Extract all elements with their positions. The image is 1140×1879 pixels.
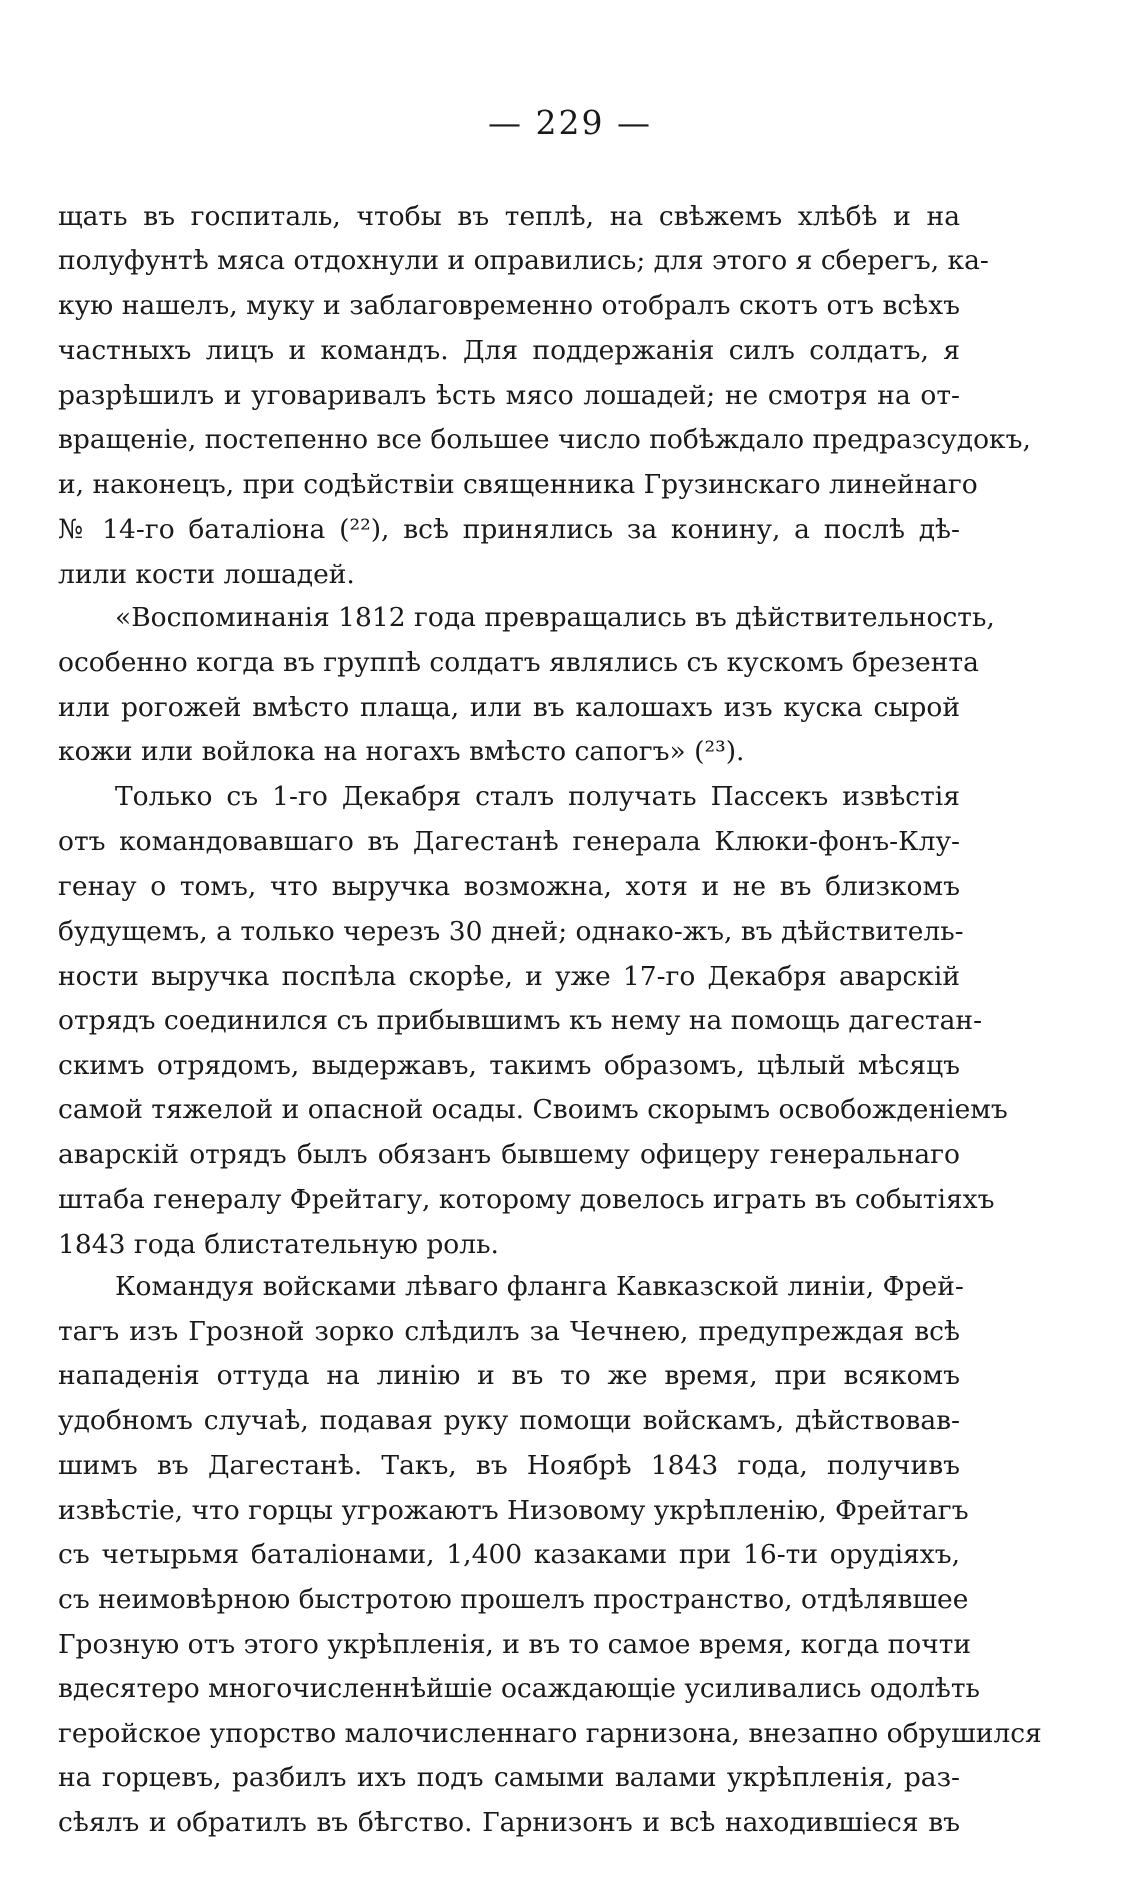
text-line: частныхъ лицъ и командъ. Для поддержанія силъ солдатъ, я — [58, 335, 960, 366]
text-line: отрядъ соединился съ прибывшимъ къ нему на помощь дагестан- — [58, 1005, 983, 1036]
text-line: Грозную отъ этого укрѣпленія, и въ то самое время, когда почти — [58, 1629, 972, 1660]
text-line: разрѣшилъ и уговаривалъ ѣсть мясо лошадей; не смотря на от- — [58, 380, 960, 411]
text-line: № 14-го баталіона (²²), всѣ принялись за конину, а послѣ дѣ- — [58, 514, 960, 545]
text-line: Командуя войсками лѣваго фланга Кавказской линіи, Фрей- — [115, 1271, 964, 1302]
text-line: «Воспоминанія 1812 года превращались въ дѣйствительность, — [115, 602, 995, 633]
text-line: полуфунтѣ мяса отдохнули и оправились; для этого я сберегъ, ка- — [58, 245, 989, 276]
text-line: скимъ отрядомъ, выдержавъ, такимъ образомъ, цѣлый мѣсяцъ — [58, 1050, 960, 1081]
text-line: отъ командовавшаго въ Дагестанѣ генерала Клюки-фонъ-Клу- — [58, 826, 960, 857]
text-line: особенно когда въ группѣ солдатъ являлись съ кускомъ брезента — [58, 647, 979, 678]
text-line: лили кости лошадей. — [58, 559, 355, 590]
text-line: извѣстіе, что горцы угрожаютъ Низовому укрѣпленію, Фрейтагъ — [58, 1495, 969, 1526]
text-line: кожи или войлока на ногахъ вмѣсто сапогъ» (²³). — [58, 736, 745, 767]
text-line: ности выручка поспѣла скорѣе, и уже 17-го Декабря аварскій — [58, 961, 960, 992]
text-line: удобномъ случаѣ, подавая руку помощи войскамъ, дѣйствовав- — [58, 1405, 960, 1436]
text-line: кую нашелъ, муку и заблаговременно отобралъ скотъ отъ всѣхъ — [58, 290, 960, 321]
text-line: на горцевъ, разбилъ ихъ подъ самыми валами укрѣпленія, раз- — [58, 1762, 960, 1793]
text-line: съ неимовѣрною быстротою прошелъ пространство, отдѣлявшее — [58, 1584, 969, 1615]
text-line: и, наконецъ, при содѣйствіи священника Грузинскаго линейнаго — [58, 469, 978, 500]
text-line: генау о томъ, что выручка возможна, хотя и не въ близкомъ — [58, 871, 960, 902]
text-line: съ четырьмя баталіонами, 1,400 казаками при 16-ти орудіяхъ, — [58, 1539, 960, 1570]
text-line: нападенія оттуда на линію и въ то же время, при всякомъ — [58, 1360, 960, 1391]
text-line: вращеніе, постепенно все большее число побѣждало предразсудокъ, — [58, 424, 1031, 455]
text-line: аварскій отрядъ былъ обязанъ бывшему офицеру генеральнаго — [58, 1139, 960, 1170]
page-number: — 229 — — [488, 103, 652, 142]
text-line: геройское упорство малочисленнаго гарнизона, внезапно обрушился — [58, 1718, 1042, 1749]
text-line: самой тяжелой и опасной осады. Своимъ скорымъ освобожденіемъ — [58, 1094, 1008, 1125]
text-line: 1843 года блистательную роль. — [58, 1229, 499, 1260]
text-line: щать въ госпиталь, чтобы въ теплѣ, на свѣжемъ хлѣбѣ и на — [58, 201, 960, 232]
text-line: или рогожей вмѣсто плаща, или въ калошахъ изъ куска сырой — [58, 692, 960, 723]
text-line: сѣялъ и обратилъ въ бѣгство. Гарнизонъ и всѣ находившіеся въ — [58, 1807, 960, 1838]
text-line: шимъ въ Дагестанѣ. Такъ, въ Ноябрѣ 1843 года, получивъ — [58, 1450, 960, 1481]
text-line: будущемъ, а только черезъ 30 дней; однако-жъ, въ дѣйствитель- — [58, 916, 964, 947]
text-line: вдесятеро многочисленнѣйшіе осаждающіе усиливались одолѣть — [58, 1673, 980, 1704]
text-line: тагъ изъ Грозной зорко слѣдилъ за Чечнею, предупреждая всѣ — [58, 1316, 960, 1347]
text-line: Только съ 1-го Декабря сталъ получать Пассекъ извѣстія — [115, 781, 960, 812]
text-line: штаба генералу Фрейтагу, которому довелось играть въ событіяхъ — [58, 1184, 995, 1215]
